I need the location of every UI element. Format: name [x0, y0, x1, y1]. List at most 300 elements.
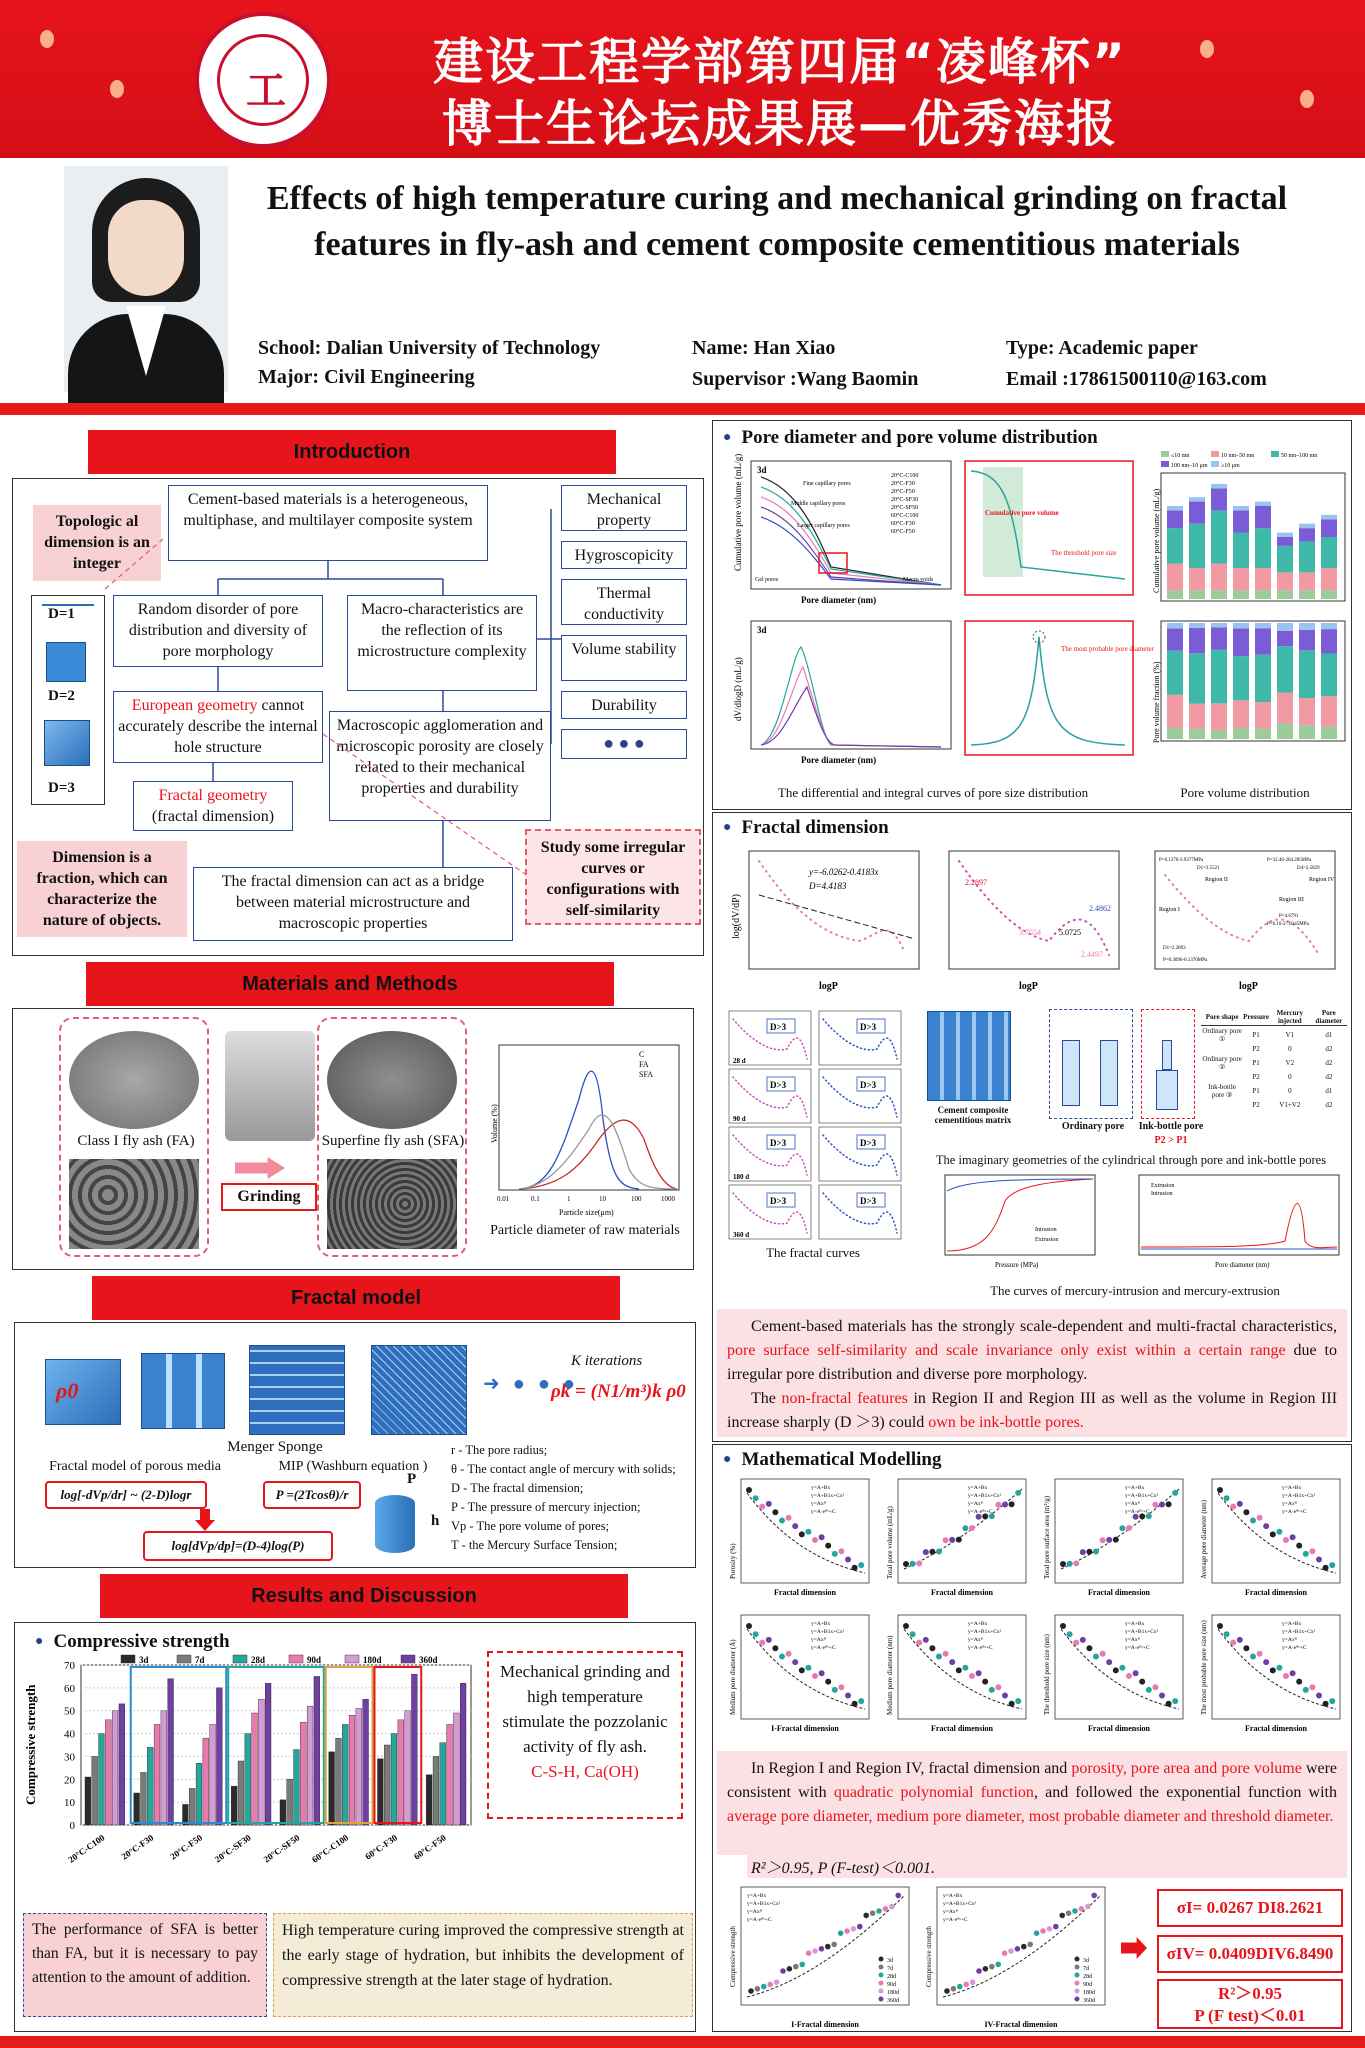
- svg-text:P=0.1370-3.9377MPa: P=0.1370-3.9377MPa: [1159, 858, 1204, 863]
- svg-text:0.1: 0.1: [531, 1195, 540, 1203]
- bar-7d-4: [287, 1779, 293, 1825]
- category-label: 20°C-SF30: [212, 1832, 253, 1865]
- fraction-segment: [1277, 646, 1293, 692]
- data-point: [1303, 1551, 1309, 1557]
- data-point: [805, 1665, 811, 1671]
- fit-legend: y=A+B1x+Cx²: [811, 1629, 845, 1635]
- data-point: [748, 1988, 754, 1994]
- pressure-compare: P2 > P1: [1154, 1135, 1188, 1146]
- fractal-model-panel: [14, 1322, 696, 1568]
- data-point: [1133, 1670, 1139, 1676]
- author-name: Name: Han Xiao: [692, 337, 836, 359]
- data-point: [806, 1950, 812, 1956]
- bar-90d-0: [105, 1720, 111, 1825]
- fraction-segment: [1321, 654, 1337, 697]
- fit-legend: y=A·eᴮˣ+C: [968, 1645, 993, 1651]
- svg-text:3d: 3d: [757, 465, 767, 475]
- svg-text:Region I: Region I: [1159, 907, 1180, 913]
- stack-segment: [1167, 564, 1183, 591]
- fraction-segment: [1255, 628, 1271, 654]
- data-point: [832, 1551, 838, 1557]
- svg-text:Extrusion: Extrusion: [1151, 1183, 1175, 1189]
- x-axis-label: Fractal dimension: [931, 1724, 993, 1733]
- y-axis-label: Average pore diameter (nm): [1200, 1500, 1208, 1579]
- svg-text:Cumulative pore volume: Cumulative pore volume: [985, 509, 1059, 517]
- data-point: [1283, 1673, 1289, 1679]
- random-disorder-box: Random disorder of pore distribution and diversity of pore morphology: [113, 595, 323, 667]
- ordinary-pore-figure: [1049, 1009, 1133, 1119]
- legend-label: 180d: [1083, 1990, 1095, 1996]
- paper-title: Effects of high temperature curing and mechanical grinding on fractal features in fly-ash and cement composite cementitious materials: [266, 180, 1288, 263]
- sigma-i-equation: σI= 0.0267 DI8.2621: [1157, 1889, 1343, 1927]
- fraction-segment: [1189, 653, 1205, 703]
- data-point: [956, 1667, 962, 1673]
- bar-360d-1: [168, 1679, 174, 1825]
- data-point: [910, 1561, 916, 1567]
- data-point: [1002, 1693, 1008, 1699]
- data-point: [949, 1659, 955, 1665]
- data-point: [976, 1670, 982, 1676]
- category-label: 60°C-C100: [310, 1832, 351, 1865]
- data-point: [910, 1631, 916, 1637]
- svg-text:D1=2.2893: D1=2.2893: [1163, 946, 1186, 951]
- svg-text:P=4.6791: P=4.6791: [1279, 914, 1299, 919]
- y-axis-label: Medium pore diameter (nm): [886, 1635, 894, 1715]
- data-point: [767, 1982, 773, 1988]
- rho-k-formula: ρk = (N1/m³)k ρ0: [551, 1381, 686, 1402]
- sigma-iv-equation: σIV= 0.0409DIV6.8490: [1157, 1935, 1343, 1973]
- svg-text:Fine capillary pores: Fine capillary pores: [803, 481, 851, 487]
- legend-swatch: [289, 1655, 303, 1663]
- data-point: [976, 1968, 982, 1974]
- y-tick-label: 0: [69, 1820, 75, 1832]
- svg-text:3d: 3d: [757, 625, 767, 635]
- data-point: [903, 1561, 909, 1567]
- data-point: [1119, 1665, 1125, 1671]
- data-point: [863, 1913, 869, 1919]
- data-point: [1027, 1942, 1033, 1948]
- stack-segment: [1321, 515, 1337, 519]
- data-point: [851, 1926, 857, 1932]
- fit-legend: y=Axᴮ: [1125, 1637, 1140, 1643]
- fit-legend: y=A+Bx: [968, 1485, 988, 1491]
- fraction-segment: [1255, 655, 1271, 702]
- data-point: [1040, 1928, 1046, 1934]
- math-discussion: In Region I and Region IV, fractal dimension and porosity, pore area and pore volume were consistent with quadratic polynomial function, and followed the exponential function with average pore diameter, medium pore diameter, most probable diameter and threshold diameter.: [717, 1751, 1347, 1855]
- category-label: 20°C-SF50: [261, 1832, 302, 1865]
- legend-label: 360d: [419, 1655, 438, 1665]
- fit-legend: y=Axᴮ: [1125, 1501, 1140, 1507]
- bar-180d-1: [161, 1711, 167, 1825]
- legend-dot: [879, 1989, 884, 1994]
- data-point: [792, 1523, 798, 1529]
- bar-180d-4: [307, 1706, 313, 1825]
- fit-legend: y=A+Bx: [747, 1893, 767, 1899]
- data-point: [1015, 1698, 1021, 1704]
- compressive-strength-chart: [21, 1657, 487, 1877]
- data-point: [799, 1667, 805, 1673]
- data-point: [1008, 1948, 1014, 1954]
- data-point: [753, 1631, 759, 1637]
- svg-text:P=6.10-27.8145MPa: P=6.10-27.8145MPa: [1267, 922, 1309, 927]
- data-point: [1270, 1531, 1276, 1537]
- data-point: [1100, 1651, 1106, 1657]
- fraction-segment: [1255, 728, 1271, 739]
- fraction-segment: [1277, 631, 1293, 646]
- svg-text:≥10 μm: ≥10 μm: [1221, 463, 1240, 469]
- stack-segment: [1189, 497, 1205, 501]
- legend-dot: [879, 1997, 884, 2002]
- property-hygroscopicity: Hygroscopicity: [561, 541, 687, 569]
- data-point: [1146, 1687, 1152, 1693]
- data-point: [844, 1928, 850, 1934]
- legend-label: 90d: [887, 1982, 896, 1988]
- arrow-down-icon: [195, 1509, 215, 1531]
- x-axis-label: Fractal dimension: [1245, 1724, 1307, 1733]
- data-point: [780, 1968, 786, 1974]
- banner-title-line2: 博士生论坛成果展—优秀海报: [442, 95, 1118, 153]
- d-gt-3-label: D>3: [770, 1022, 787, 1032]
- x-axis-label: Particle size(μm): [559, 1208, 614, 1217]
- data-point: [793, 1964, 799, 1970]
- legend-sfa: SFA: [639, 1070, 654, 1079]
- data-point: [1080, 1549, 1086, 1555]
- data-point: [1276, 1665, 1282, 1671]
- y-axis-label: Medium pore diameter (Å): [729, 1639, 737, 1715]
- bar-360d-4: [314, 1676, 320, 1825]
- fit-legend: y=A+B1x+Cx²: [968, 1493, 1002, 1499]
- pore-volume-stack-chart: [1141, 449, 1349, 783]
- svg-text:D=4.4183: D=4.4183: [809, 881, 847, 891]
- svg-text:Cumulative pore volume (mL/g): Cumulative pore volume (mL/g): [1152, 488, 1161, 593]
- data-point: [852, 1565, 858, 1571]
- data-point: [787, 1966, 793, 1972]
- fractal-log-charts: [719, 845, 1349, 995]
- ink-bottle-label: Ink-bottle pore: [1138, 1121, 1204, 1132]
- stack-segment: [1321, 519, 1337, 537]
- fit-legend: y=A·eᴮˣ+C: [747, 1917, 772, 1923]
- y-axis-label: Total pore surface area (m²/g): [1043, 1495, 1051, 1579]
- data-point: [832, 1687, 838, 1693]
- data-point: [929, 1549, 935, 1555]
- bar-28d-7: [440, 1743, 446, 1825]
- legend-dot: [1075, 1973, 1080, 1978]
- bar-180d-0: [112, 1711, 118, 1825]
- series-sfa-curve: [519, 1115, 677, 1189]
- legend-label: 180d: [887, 1990, 899, 1996]
- data-point: [1015, 1946, 1021, 1952]
- differential-pore-chart: [721, 617, 1154, 777]
- svg-text:60°C-C100: 60°C-C100: [891, 513, 919, 519]
- materials-panel: [12, 1008, 694, 1270]
- data-point: [970, 1979, 976, 1985]
- stack-segment: [1233, 568, 1249, 590]
- fraction-segment: [1299, 650, 1315, 698]
- data-point: [1224, 1495, 1230, 1501]
- y-axis-label: Porosity (%): [729, 1543, 737, 1579]
- fraction-segment: [1321, 727, 1337, 739]
- strength-fit-plots: [717, 1881, 1113, 2031]
- legend-label: 28d: [1083, 1974, 1092, 1980]
- data-point: [1316, 1557, 1322, 1563]
- stack-segment: [1189, 524, 1205, 568]
- stack-segment: [1211, 488, 1227, 510]
- data-point: [1002, 1502, 1008, 1508]
- sfa-label: Superfine fly ash (SFA): [321, 1133, 465, 1149]
- pore-distribution-title: ● Pore diameter and pore volume distribution: [723, 427, 1098, 449]
- data-point: [1073, 1560, 1079, 1566]
- bar-180d-7: [453, 1713, 459, 1825]
- data-point: [944, 1988, 950, 1994]
- data-point: [1053, 1924, 1059, 1930]
- lantern-decoration: [40, 30, 54, 48]
- lantern-decoration: [110, 80, 124, 98]
- svg-text:2.4497: 2.4497: [1081, 950, 1103, 959]
- svg-text:20°C-SF30: 20°C-SF30: [891, 497, 919, 503]
- k-iterations: K iterations: [571, 1353, 643, 1369]
- data-point: [876, 1908, 882, 1914]
- data-point: [969, 1525, 975, 1531]
- data-point: [1091, 1893, 1097, 1899]
- arrow-right-icon: [1121, 1937, 1147, 1959]
- data-point: [858, 1698, 864, 1704]
- cement-matrix-image: [927, 1011, 1011, 1101]
- agglomeration-box: Macroscopic agglomeration and microscopic porosity are closely related to their mechanical properties and durability: [329, 711, 551, 821]
- data-point: [1250, 1518, 1256, 1524]
- data-point: [1276, 1529, 1282, 1535]
- category-label: 60°C-F30: [363, 1832, 400, 1862]
- legend-label: 7d: [1083, 1966, 1089, 1972]
- data-point: [1009, 1701, 1015, 1707]
- divider: [0, 403, 1365, 415]
- european-geometry-box: European geometry cannot accurately describe the internal hole structure: [113, 691, 323, 763]
- svg-text:D4=2.5829: D4=2.5829: [1297, 866, 1320, 871]
- data-point: [1250, 1654, 1256, 1660]
- fit-legend: y=A+B1x+Cx²: [968, 1629, 1002, 1635]
- svg-text:0.01: 0.01: [497, 1195, 510, 1203]
- legend-dot: [1075, 1997, 1080, 2002]
- data-point: [989, 1687, 995, 1693]
- fit-statistics: R²＞0.95 P (F test)＜0.01: [1157, 1979, 1343, 2029]
- fit-legend: y=Axᴮ: [968, 1637, 983, 1643]
- fraction-segment: [1233, 656, 1249, 700]
- menger-caption: Menger Sponge: [227, 1439, 323, 1455]
- x-axis-label: Fractal dimension: [1088, 1588, 1150, 1597]
- fractal-curves-grid: [723, 1009, 903, 1245]
- fractal-discussion: Cement-based materials has the strongly scale-dependent and multi-fractal characteristics, pore surface self-similarity and scale invariance only exist within a certain range due to irregular pore distribution and diverse pore morphology. The non-fractal features in Region II and Region III as well as the volume in Region III increase sharply (D ＞3) could own be ink-bottle pores.: [717, 1309, 1347, 1437]
- fraction-segment: [1211, 627, 1227, 649]
- table-row: P2 0 d2: [1252, 1045, 1333, 1053]
- stack-segment: [1277, 537, 1293, 546]
- ordinary-pore-label: Ordinary pore: [1061, 1121, 1125, 1132]
- fraction-segment: [1167, 728, 1183, 739]
- y-tick-label: 40: [64, 1728, 75, 1741]
- d-gt-3-label: D>3: [770, 1138, 787, 1148]
- major-info: Major: Civil Engineering: [258, 366, 475, 388]
- fraction-segment: [1211, 650, 1227, 704]
- fraction-segment: [1277, 623, 1293, 631]
- data-point: [969, 1673, 975, 1679]
- fraction-segment: [1233, 700, 1249, 728]
- data-point: [1263, 1659, 1269, 1665]
- category-label: 20°C-F30: [119, 1832, 156, 1862]
- svg-text:Macro voids: Macro voids: [903, 577, 934, 583]
- data-point: [929, 1645, 935, 1651]
- bar-360d-0: [119, 1704, 125, 1825]
- data-point: [845, 1693, 851, 1699]
- data-point: [1217, 1487, 1223, 1493]
- data-point: [1243, 1645, 1249, 1651]
- svg-text:logP: logP: [819, 981, 838, 992]
- age-label: 90 d: [733, 1115, 746, 1123]
- svg-text:Pore diameter (nm): Pore diameter (nm): [1215, 1261, 1270, 1269]
- svg-text:Region II: Region II: [1205, 877, 1228, 883]
- data-point: [1067, 1631, 1073, 1637]
- data-point: [916, 1640, 922, 1646]
- y-axis-label: Total pore volume (mL/g): [886, 1506, 894, 1579]
- fit-legend: y=A+Bx: [1125, 1485, 1145, 1491]
- data-point: [812, 1537, 818, 1543]
- svg-text:1000: 1000: [661, 1195, 675, 1203]
- fractal-dimension-title: ● Fractal dimension: [723, 817, 889, 839]
- y-axis-label: Compressive strength: [925, 1926, 933, 1987]
- svg-text:100 nm–10 μm: 100 nm–10 μm: [1171, 463, 1208, 469]
- bar-90d-7: [447, 1724, 453, 1825]
- fit-legend: y=Axᴮ: [811, 1637, 826, 1643]
- fraction-segment: [1299, 725, 1315, 739]
- stack-segment: [1255, 528, 1271, 568]
- svg-text:Middle capillary pores: Middle capillary pores: [791, 501, 846, 507]
- stack-segment: [1211, 510, 1227, 563]
- stack-segment: [1189, 568, 1205, 590]
- svg-text:Region IV: Region IV: [1309, 877, 1335, 883]
- fraction-segment: [1233, 728, 1249, 739]
- data-point: [1139, 1679, 1145, 1685]
- data-point: [772, 1509, 778, 1515]
- data-point: [1230, 1504, 1236, 1510]
- stack-segment: [1277, 546, 1293, 573]
- stack-segment: [1277, 590, 1293, 599]
- fit-legend: y=A·eᴮˣ+C: [811, 1509, 836, 1515]
- legend-swatch: [401, 1655, 415, 1663]
- data-point: [1093, 1549, 1099, 1555]
- bar-180d-3: [258, 1699, 264, 1825]
- ink-bottle-pore-figure: [1141, 1009, 1195, 1119]
- compressive-strength-title: ● Compressive strength: [35, 1631, 230, 1653]
- svg-text:The most probable pore diamete: The most probable pore diameter: [1061, 645, 1154, 653]
- supervisor-info: Supervisor :Wang Baomin: [692, 368, 919, 390]
- bar-3d-6: [378, 1759, 384, 1825]
- data-point: [857, 1924, 863, 1930]
- fit-legend: y=A+Bx: [811, 1621, 831, 1627]
- data-point: [1309, 1548, 1315, 1554]
- svg-text:20°C-F50: 20°C-F50: [891, 489, 915, 495]
- legend-label: 3d: [887, 1958, 893, 1964]
- data-point: [1119, 1525, 1125, 1531]
- materials-heading: Materials and Methods: [86, 962, 614, 1006]
- y-tick-label: 30: [64, 1751, 75, 1764]
- bar-360d-2: [216, 1688, 222, 1825]
- data-point: [819, 1670, 825, 1676]
- data-point: [916, 1560, 922, 1566]
- legend-swatch: [177, 1655, 191, 1663]
- fraction-segment: [1299, 623, 1315, 630]
- data-point: [1166, 1501, 1172, 1507]
- svg-text:50 nm–100 nm: 50 nm–100 nm: [1281, 453, 1318, 459]
- legend-dot: [1075, 1965, 1080, 1970]
- property-volume-stability: Volume stability: [561, 635, 687, 681]
- d-gt-3-label: D>3: [770, 1196, 787, 1206]
- data-point: [852, 1701, 858, 1707]
- bar-3d-2: [183, 1804, 189, 1825]
- data-point: [792, 1659, 798, 1665]
- fraction-segment: [1167, 651, 1183, 695]
- legend-label: 3d: [139, 1655, 149, 1665]
- fit-legend: y=Axᴮ: [1282, 1501, 1297, 1507]
- data-point: [759, 1640, 765, 1646]
- data-point: [1217, 1623, 1223, 1629]
- category-label: 60°C-F50: [412, 1832, 448, 1862]
- data-point: [831, 1942, 837, 1948]
- fraction-segment: [1321, 696, 1337, 727]
- legend-dot: [1075, 1989, 1080, 1994]
- bar-360d-3: [265, 1683, 271, 1825]
- data-point: [1113, 1537, 1119, 1543]
- fit-legend: y=A·eᴮˣ+C: [1282, 1509, 1307, 1515]
- grinding-label: Grinding: [221, 1183, 317, 1211]
- math-modelling-panel: [712, 1444, 1352, 2032]
- data-point: [1270, 1667, 1276, 1673]
- svg-text:The threshold pore size: The threshold pore size: [1051, 549, 1117, 557]
- intro-arrows: [13, 479, 705, 957]
- data-point: [753, 1495, 759, 1501]
- property-thermal: Thermal conductivity: [561, 579, 687, 625]
- data-point: [825, 1543, 831, 1549]
- data-point: [1100, 1537, 1106, 1543]
- stack-segment: [1277, 533, 1293, 537]
- svg-text:≤10 nm: ≤10 nm: [1171, 453, 1190, 459]
- data-point: [936, 1654, 942, 1660]
- legend-fa: FA: [639, 1060, 649, 1069]
- fraction-segment: [1189, 704, 1205, 729]
- data-point: [1113, 1667, 1119, 1673]
- svg-text:20°C-SF50: 20°C-SF50: [891, 505, 919, 511]
- data-point: [838, 1930, 844, 1936]
- svg-text:y=-6.0262-0.4183x: y=-6.0262-0.4183x: [809, 867, 879, 877]
- fit-legend: y=A+B1x+Cx²: [943, 1901, 977, 1907]
- sponge-iter1-image: [141, 1353, 225, 1429]
- fa-label: Class I fly ash (FA): [77, 1133, 195, 1149]
- series-c-curve: [519, 1071, 639, 1189]
- stack-segment: [1211, 484, 1227, 488]
- iteration-dots: ➜ ● ● ●: [483, 1373, 579, 1395]
- fit-legend: y=A·eᴮˣ+C: [943, 1917, 968, 1923]
- svg-text:3.7554: 3.7554: [1019, 928, 1041, 937]
- property-durability: Durability: [561, 691, 687, 719]
- svg-text:10: 10: [599, 1195, 606, 1203]
- data-point: [983, 1966, 989, 1972]
- svg-text:Region III: Region III: [1279, 897, 1304, 903]
- data-point: [819, 1946, 825, 1952]
- results-panel: [14, 1622, 696, 2032]
- fit-legend: y=A·eᴮˣ+C: [811, 1645, 836, 1651]
- stack-segment: [1189, 590, 1205, 599]
- x-axis-label: Fractal dimension: [1088, 1724, 1150, 1733]
- bar-3d-1: [134, 1793, 140, 1825]
- data-point: [1172, 1698, 1178, 1704]
- svg-text:logP: logP: [1019, 981, 1038, 992]
- data-point: [1159, 1502, 1165, 1508]
